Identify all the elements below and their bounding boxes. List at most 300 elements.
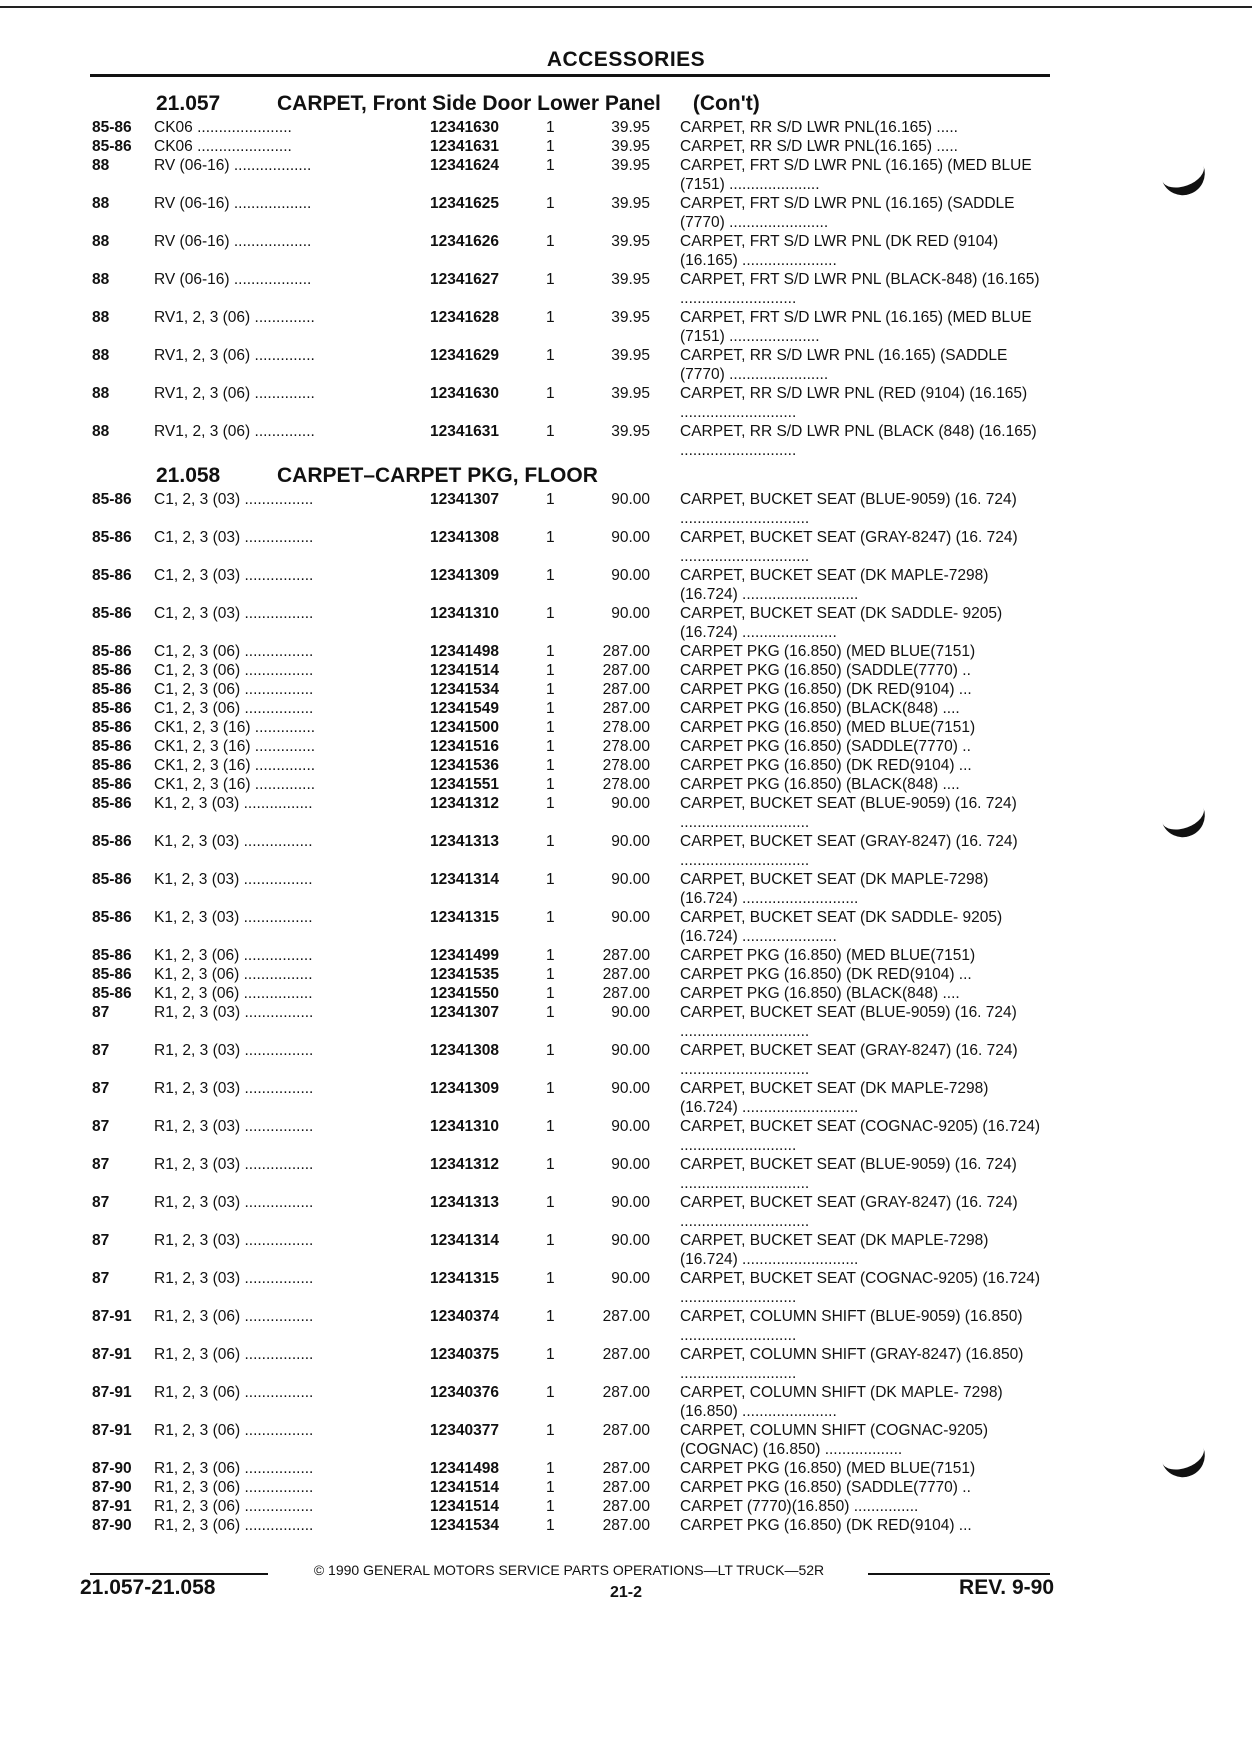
model-code: C1, 2, 3 (06) ................ bbox=[154, 643, 314, 660]
model-years: 85-86 bbox=[92, 491, 132, 508]
price: 90.00 bbox=[611, 1080, 650, 1097]
part-description: CARPET, BUCKET SEAT (BLUE-9059) (16. 724) .............................. bbox=[680, 795, 1017, 831]
part-number: 12341630 bbox=[430, 385, 499, 402]
price: 287.00 bbox=[602, 662, 650, 679]
model-years: 85-86 bbox=[92, 605, 132, 622]
part-description: CARPET PKG (16.850) (SADDLE(7770) .. bbox=[680, 662, 971, 679]
part-number: 12341549 bbox=[430, 700, 499, 717]
model-years: 87-90 bbox=[92, 1479, 132, 1496]
model-years: 87 bbox=[92, 1270, 110, 1287]
model-code: RV1, 2, 3 (06) .............. bbox=[154, 309, 315, 326]
model-code: C1, 2, 3 (03) ................ bbox=[154, 567, 314, 584]
model-code: C1, 2, 3 (03) ................ bbox=[154, 605, 314, 622]
part-number: 12341631 bbox=[430, 138, 499, 155]
part-row bbox=[90, 984, 1050, 1003]
quantity: 1 bbox=[546, 719, 555, 736]
part-number: 12341514 bbox=[430, 1498, 499, 1515]
binder-hole-mark bbox=[1157, 1434, 1211, 1484]
part-number: 12341312 bbox=[430, 1156, 499, 1173]
binder-hole-mark bbox=[1157, 794, 1211, 844]
part-row bbox=[90, 661, 1050, 680]
model-years: 85-86 bbox=[92, 719, 132, 736]
quantity: 1 bbox=[546, 529, 555, 546]
quantity: 1 bbox=[546, 985, 555, 1002]
quantity: 1 bbox=[546, 423, 555, 440]
quantity: 1 bbox=[546, 1232, 555, 1249]
model-years: 88 bbox=[92, 157, 110, 174]
quantity: 1 bbox=[546, 1346, 555, 1363]
model-years: 87-90 bbox=[92, 1517, 132, 1534]
part-description: CARPET, FRT S/D LWR PNL (16.165) (MED BLUE (7151) ..................... bbox=[680, 157, 1032, 193]
part-description: CARPET PKG (16.850) (DK RED(9104) ... bbox=[680, 1517, 972, 1534]
part-number: 12341631 bbox=[430, 423, 499, 440]
model-code: R1, 2, 3 (03) ................ bbox=[154, 1004, 314, 1021]
part-description: CARPET, RR S/D LWR PNL(16.165) ..... bbox=[680, 119, 958, 136]
quantity: 1 bbox=[546, 1479, 555, 1496]
part-description: CARPET, COLUMN SHIFT (COGNAC-9205) (COGNAC) (16.850) .................. bbox=[680, 1422, 989, 1458]
part-row bbox=[90, 232, 1050, 270]
price: 90.00 bbox=[611, 529, 650, 546]
price: 90.00 bbox=[611, 1118, 650, 1135]
quantity: 1 bbox=[546, 681, 555, 698]
price: 90.00 bbox=[611, 833, 650, 850]
part-description: CARPET PKG (16.850) (DK RED(9104) ... bbox=[680, 681, 972, 698]
part-number: 12341499 bbox=[430, 947, 499, 964]
part-description: CARPET, COLUMN SHIFT (GRAY-8247) (16.850) ........................... bbox=[680, 1346, 1024, 1382]
price: 90.00 bbox=[611, 1042, 650, 1059]
price: 278.00 bbox=[602, 757, 650, 774]
model-years: 88 bbox=[92, 309, 110, 326]
part-number: 12341313 bbox=[430, 833, 499, 850]
part-row bbox=[90, 1003, 1050, 1041]
price: 287.00 bbox=[602, 1422, 650, 1439]
model-code: R1, 2, 3 (06) ................ bbox=[154, 1498, 314, 1515]
section-header bbox=[90, 88, 1050, 118]
top-border-line bbox=[0, 6, 1252, 8]
model-years: 85-86 bbox=[92, 567, 132, 584]
quantity: 1 bbox=[546, 1042, 555, 1059]
part-description: CARPET, RR S/D LWR PNL (BLACK (848) (16.165) ........................... bbox=[680, 423, 1037, 459]
part-description: CARPET, RR S/D LWR PNL(16.165) ..... bbox=[680, 138, 958, 155]
part-description: CARPET PKG (16.850) (BLACK(848) .... bbox=[680, 985, 960, 1002]
model-code: CK06 ...................... bbox=[154, 138, 292, 155]
part-description: CARPET, BUCKET SEAT (DK SADDLE- 9205) (16.724) ...................... bbox=[680, 909, 1003, 945]
price: 287.00 bbox=[602, 1384, 650, 1401]
price: 287.00 bbox=[602, 1498, 650, 1515]
quantity: 1 bbox=[546, 662, 555, 679]
part-description: CARPET, FRT S/D LWR PNL (16.165) (SADDLE (7770) ....................... bbox=[680, 195, 1015, 231]
part-row bbox=[90, 794, 1050, 832]
model-years: 87 bbox=[92, 1156, 110, 1173]
price: 39.95 bbox=[611, 157, 650, 174]
part-row bbox=[90, 1307, 1050, 1345]
quantity: 1 bbox=[546, 605, 555, 622]
part-row bbox=[90, 680, 1050, 699]
model-code: R1, 2, 3 (03) ................ bbox=[154, 1194, 314, 1211]
part-number: 12341516 bbox=[430, 738, 499, 755]
model-code: R1, 2, 3 (06) ................ bbox=[154, 1384, 314, 1401]
model-code: C1, 2, 3 (03) ................ bbox=[154, 529, 314, 546]
model-years: 85-86 bbox=[92, 871, 132, 888]
part-number: 12341309 bbox=[430, 1080, 499, 1097]
part-number: 12340375 bbox=[430, 1346, 499, 1363]
part-description: CARPET PKG (16.850) (BLACK(848) .... bbox=[680, 700, 960, 717]
part-row bbox=[90, 1155, 1050, 1193]
section-number: 21.058 bbox=[156, 464, 221, 487]
model-code: RV1, 2, 3 (06) .............. bbox=[154, 385, 315, 402]
model-years: 87 bbox=[92, 1042, 110, 1059]
model-years: 85-86 bbox=[92, 119, 132, 136]
quantity: 1 bbox=[546, 491, 555, 508]
model-code: R1, 2, 3 (03) ................ bbox=[154, 1232, 314, 1249]
model-years: 87 bbox=[92, 1232, 110, 1249]
part-number: 12341629 bbox=[430, 347, 499, 364]
price: 90.00 bbox=[611, 871, 650, 888]
model-code: RV (06-16) .................. bbox=[154, 271, 312, 288]
model-years: 85-86 bbox=[92, 795, 132, 812]
part-row bbox=[90, 1345, 1050, 1383]
quantity: 1 bbox=[546, 966, 555, 983]
price: 90.00 bbox=[611, 1004, 650, 1021]
model-years: 85-86 bbox=[92, 985, 132, 1002]
quantity: 1 bbox=[546, 795, 555, 812]
quantity: 1 bbox=[546, 871, 555, 888]
part-number: 12341307 bbox=[430, 1004, 499, 1021]
part-row bbox=[90, 118, 1050, 137]
part-row bbox=[90, 1459, 1050, 1478]
quantity: 1 bbox=[546, 947, 555, 964]
part-description: CARPET PKG (16.850) (MED BLUE(7151) bbox=[680, 1460, 976, 1477]
price: 39.95 bbox=[611, 233, 650, 250]
model-code: K1, 2, 3 (06) ................ bbox=[154, 947, 313, 964]
part-description: CARPET PKG (16.850) (MED BLUE(7151) bbox=[680, 719, 976, 736]
price: 287.00 bbox=[602, 1479, 650, 1496]
model-years: 88 bbox=[92, 347, 110, 364]
part-row bbox=[90, 1269, 1050, 1307]
price: 287.00 bbox=[602, 1460, 650, 1477]
model-years: 85-86 bbox=[92, 909, 132, 926]
quantity: 1 bbox=[546, 157, 555, 174]
model-years: 87-91 bbox=[92, 1384, 132, 1401]
model-code: K1, 2, 3 (03) ................ bbox=[154, 871, 313, 888]
part-description: CARPET, BUCKET SEAT (GRAY-8247) (16. 724) .............................. bbox=[680, 1194, 1018, 1230]
model-code: RV (06-16) .................. bbox=[154, 233, 312, 250]
part-description: CARPET (7770)(16.850) ............... bbox=[680, 1498, 919, 1515]
model-years: 87 bbox=[92, 1118, 110, 1135]
part-number: 12341514 bbox=[430, 662, 499, 679]
part-description: CARPET, COLUMN SHIFT (DK MAPLE- 7298) (16.850) ...................... bbox=[680, 1384, 1003, 1420]
part-number: 12341314 bbox=[430, 871, 499, 888]
revision-label: REV. 9-90 bbox=[959, 1576, 1054, 1599]
price: 39.95 bbox=[611, 347, 650, 364]
copyright-notice: © 1990 GENERAL MOTORS SERVICE PARTS OPERATIONS—LT TRUCK—52R bbox=[313, 1562, 825, 1578]
price: 39.95 bbox=[611, 119, 650, 136]
model-years: 88 bbox=[92, 271, 110, 288]
price: 90.00 bbox=[611, 909, 650, 926]
part-description: CARPET, BUCKET SEAT (GRAY-8247) (16. 724) .............................. bbox=[680, 1042, 1018, 1078]
price: 90.00 bbox=[611, 491, 650, 508]
part-row bbox=[90, 1079, 1050, 1117]
model-years: 87-90 bbox=[92, 1460, 132, 1477]
price: 287.00 bbox=[602, 966, 650, 983]
model-years: 88 bbox=[92, 233, 110, 250]
model-years: 85-86 bbox=[92, 947, 132, 964]
section-number: 21.057 bbox=[156, 92, 221, 115]
part-number: 12341307 bbox=[430, 491, 499, 508]
price: 39.95 bbox=[611, 195, 650, 212]
model-code: K1, 2, 3 (03) ................ bbox=[154, 833, 313, 850]
part-row bbox=[90, 718, 1050, 737]
quantity: 1 bbox=[546, 1080, 555, 1097]
model-years: 85-86 bbox=[92, 966, 132, 983]
part-number: 12341308 bbox=[430, 1042, 499, 1059]
model-code: C1, 2, 3 (06) ................ bbox=[154, 700, 314, 717]
part-row bbox=[90, 1497, 1050, 1516]
part-number: 12341551 bbox=[430, 776, 499, 793]
model-code: C1, 2, 3 (06) ................ bbox=[154, 681, 314, 698]
part-number: 12341534 bbox=[430, 681, 499, 698]
quantity: 1 bbox=[546, 271, 555, 288]
quantity: 1 bbox=[546, 233, 555, 250]
part-row bbox=[90, 965, 1050, 984]
part-number: 12341625 bbox=[430, 195, 499, 212]
section-title-text: CARPET–CARPET PKG, FLOOR bbox=[277, 464, 598, 487]
model-years: 85-86 bbox=[92, 681, 132, 698]
price: 287.00 bbox=[602, 681, 650, 698]
page-section-range: 21.057-21.058 bbox=[80, 1576, 216, 1599]
part-number: 12341309 bbox=[430, 567, 499, 584]
price: 287.00 bbox=[602, 700, 650, 717]
part-number: 12341534 bbox=[430, 1517, 499, 1534]
part-number: 12341628 bbox=[430, 309, 499, 326]
part-number: 12341626 bbox=[430, 233, 499, 250]
part-number: 12341630 bbox=[430, 119, 499, 136]
model-code: C1, 2, 3 (06) ................ bbox=[154, 662, 314, 679]
part-row bbox=[90, 384, 1050, 422]
part-row bbox=[90, 737, 1050, 756]
part-row bbox=[90, 642, 1050, 661]
part-description: CARPET, BUCKET SEAT (BLUE-9059) (16. 724) .............................. bbox=[680, 491, 1017, 527]
model-code: R1, 2, 3 (06) ................ bbox=[154, 1460, 314, 1477]
part-row bbox=[90, 1421, 1050, 1459]
price: 90.00 bbox=[611, 1194, 650, 1211]
model-years: 87 bbox=[92, 1080, 110, 1097]
model-years: 85-86 bbox=[92, 529, 132, 546]
model-code: CK1, 2, 3 (16) .............. bbox=[154, 738, 316, 755]
model-years: 85-86 bbox=[92, 776, 132, 793]
part-row bbox=[90, 946, 1050, 965]
price: 90.00 bbox=[611, 1232, 650, 1249]
part-row bbox=[90, 1478, 1050, 1497]
part-description: CARPET, RR S/D LWR PNL (RED (9104) (16.165) ........................... bbox=[680, 385, 1028, 421]
page-number: 21-2 bbox=[609, 1584, 643, 1601]
quantity: 1 bbox=[546, 385, 555, 402]
quantity: 1 bbox=[546, 138, 555, 155]
model-code: R1, 2, 3 (03) ................ bbox=[154, 1270, 314, 1287]
part-number: 12341498 bbox=[430, 643, 499, 660]
part-description: CARPET PKG (16.850) (DK RED(9104) ... bbox=[680, 757, 972, 774]
quantity: 1 bbox=[546, 643, 555, 660]
part-row bbox=[90, 422, 1050, 460]
part-row bbox=[90, 1231, 1050, 1269]
model-code: R1, 2, 3 (03) ................ bbox=[154, 1156, 314, 1173]
price: 39.95 bbox=[611, 271, 650, 288]
price: 90.00 bbox=[611, 1270, 650, 1287]
part-number: 12341624 bbox=[430, 157, 499, 174]
quantity: 1 bbox=[546, 567, 555, 584]
part-row bbox=[90, 194, 1050, 232]
model-years: 88 bbox=[92, 195, 110, 212]
part-row bbox=[90, 832, 1050, 870]
part-row bbox=[90, 137, 1050, 156]
part-description: CARPET PKG (16.850) (MED BLUE(7151) bbox=[680, 643, 976, 660]
part-number: 12341627 bbox=[430, 271, 499, 288]
part-description: CARPET, BUCKET SEAT (COGNAC-9205) (16.724) ........................... bbox=[680, 1270, 1041, 1306]
part-number: 12341312 bbox=[430, 795, 499, 812]
part-description: CARPET, BUCKET SEAT (GRAY-8247) (16. 724) .............................. bbox=[680, 529, 1018, 565]
part-description: CARPET PKG (16.850) (SADDLE(7770) .. bbox=[680, 738, 971, 755]
quantity: 1 bbox=[546, 1118, 555, 1135]
part-number: 12340376 bbox=[430, 1384, 499, 1401]
model-code: CK1, 2, 3 (16) .............. bbox=[154, 719, 316, 736]
page-header: ACCESSORIES bbox=[546, 48, 706, 71]
model-code: K1, 2, 3 (06) ................ bbox=[154, 966, 313, 983]
quantity: 1 bbox=[546, 776, 555, 793]
price: 287.00 bbox=[602, 643, 650, 660]
part-row bbox=[90, 1117, 1050, 1155]
quantity: 1 bbox=[546, 1422, 555, 1439]
model-years: 87-91 bbox=[92, 1498, 132, 1515]
quantity: 1 bbox=[546, 1384, 555, 1401]
part-row bbox=[90, 566, 1050, 604]
part-description: CARPET, RR S/D LWR PNL (16.165) (SADDLE (7770) ....................... bbox=[680, 347, 1008, 383]
model-code: R1, 2, 3 (03) ................ bbox=[154, 1118, 314, 1135]
section-header bbox=[90, 460, 1050, 490]
part-number: 12341313 bbox=[430, 1194, 499, 1211]
part-row bbox=[90, 270, 1050, 308]
price: 287.00 bbox=[602, 985, 650, 1002]
part-description: CARPET, BUCKET SEAT (DK SADDLE- 9205) (16.724) ...................... bbox=[680, 605, 1003, 641]
section-title-text: CARPET, Front Side Door Lower Panel bbox=[277, 92, 661, 115]
part-description: CARPET, BUCKET SEAT (BLUE-9059) (16. 724) .............................. bbox=[680, 1156, 1017, 1192]
price: 287.00 bbox=[602, 1346, 650, 1363]
part-description: CARPET, BUCKET SEAT (DK MAPLE-7298) (16.724) ........................... bbox=[680, 567, 989, 603]
quantity: 1 bbox=[546, 1270, 555, 1287]
part-description: CARPET PKG (16.850) (DK RED(9104) ... bbox=[680, 966, 972, 983]
section-title bbox=[277, 464, 598, 488]
quantity: 1 bbox=[546, 119, 555, 136]
quantity: 1 bbox=[546, 1308, 555, 1325]
model-code: K1, 2, 3 (03) ................ bbox=[154, 909, 313, 926]
part-description: CARPET, COLUMN SHIFT (BLUE-9059) (16.850) ........................... bbox=[680, 1308, 1023, 1344]
model-code: RV1, 2, 3 (06) .............. bbox=[154, 423, 315, 440]
model-code: R1, 2, 3 (03) ................ bbox=[154, 1080, 314, 1097]
parts-list bbox=[90, 88, 1050, 1535]
part-description: CARPET, BUCKET SEAT (BLUE-9059) (16. 724) .............................. bbox=[680, 1004, 1017, 1040]
part-description: CARPET, FRT S/D LWR PNL (16.165) (MED BLUE (7151) ..................... bbox=[680, 309, 1032, 345]
model-code: RV (06-16) .................. bbox=[154, 157, 312, 174]
part-row bbox=[90, 1383, 1050, 1421]
model-years: 87-91 bbox=[92, 1308, 132, 1325]
price: 278.00 bbox=[602, 738, 650, 755]
quantity: 1 bbox=[546, 1517, 555, 1534]
part-number: 12341535 bbox=[430, 966, 499, 983]
part-description: CARPET, BUCKET SEAT (GRAY-8247) (16. 724) .............................. bbox=[680, 833, 1018, 869]
part-number: 12341498 bbox=[430, 1460, 499, 1477]
part-number: 12341310 bbox=[430, 1118, 499, 1135]
price: 90.00 bbox=[611, 605, 650, 622]
quantity: 1 bbox=[546, 833, 555, 850]
quantity: 1 bbox=[546, 1498, 555, 1515]
part-number: 12340374 bbox=[430, 1308, 499, 1325]
part-description: CARPET, BUCKET SEAT (COGNAC-9205) (16.724) ........................... bbox=[680, 1118, 1041, 1154]
part-row bbox=[90, 156, 1050, 194]
section-continued-label: (Con't) bbox=[692, 92, 760, 115]
footer-rule-right bbox=[868, 1573, 1050, 1575]
part-row bbox=[90, 490, 1050, 528]
price: 39.95 bbox=[611, 309, 650, 326]
model-code: R1, 2, 3 (06) ................ bbox=[154, 1422, 314, 1439]
model-code: R1, 2, 3 (03) ................ bbox=[154, 1042, 314, 1059]
price: 90.00 bbox=[611, 1156, 650, 1173]
part-description: CARPET, FRT S/D LWR PNL (DK RED (9104) (16.165) ...................... bbox=[680, 233, 999, 269]
model-code: CK1, 2, 3 (16) .............. bbox=[154, 757, 316, 774]
part-description: CARPET, FRT S/D LWR PNL (BLACK-848) (16.165) ........................... bbox=[680, 271, 1040, 307]
quantity: 1 bbox=[546, 195, 555, 212]
quantity: 1 bbox=[546, 700, 555, 717]
model-years: 88 bbox=[92, 423, 110, 440]
quantity: 1 bbox=[546, 1156, 555, 1173]
part-row bbox=[90, 604, 1050, 642]
model-code: RV (06-16) .................. bbox=[154, 195, 312, 212]
price: 287.00 bbox=[602, 947, 650, 964]
model-years: 85-86 bbox=[92, 662, 132, 679]
model-code: R1, 2, 3 (06) ................ bbox=[154, 1479, 314, 1496]
part-number: 12341315 bbox=[430, 909, 499, 926]
quantity: 1 bbox=[546, 909, 555, 926]
model-years: 87 bbox=[92, 1004, 110, 1021]
model-years: 87 bbox=[92, 1194, 110, 1211]
quantity: 1 bbox=[546, 347, 555, 364]
model-code: C1, 2, 3 (03) ................ bbox=[154, 491, 314, 508]
header-rule bbox=[90, 74, 1050, 77]
model-years: 88 bbox=[92, 385, 110, 402]
part-number: 12341310 bbox=[430, 605, 499, 622]
model-code: R1, 2, 3 (06) ................ bbox=[154, 1346, 314, 1363]
part-row bbox=[90, 1041, 1050, 1079]
part-number: 12341314 bbox=[430, 1232, 499, 1249]
model-code: CK1, 2, 3 (16) .............. bbox=[154, 776, 316, 793]
model-years: 85-86 bbox=[92, 738, 132, 755]
part-number: 12341550 bbox=[430, 985, 499, 1002]
part-description: CARPET PKG (16.850) (MED BLUE(7151) bbox=[680, 947, 976, 964]
quantity: 1 bbox=[546, 1460, 555, 1477]
part-description: CARPET, BUCKET SEAT (DK MAPLE-7298) (16.724) ........................... bbox=[680, 1080, 989, 1116]
part-row bbox=[90, 908, 1050, 946]
part-row bbox=[90, 346, 1050, 384]
model-years: 85-86 bbox=[92, 833, 132, 850]
price: 90.00 bbox=[611, 795, 650, 812]
part-row bbox=[90, 528, 1050, 566]
part-row bbox=[90, 775, 1050, 794]
part-row bbox=[90, 699, 1050, 718]
quantity: 1 bbox=[546, 1194, 555, 1211]
quantity: 1 bbox=[546, 1004, 555, 1021]
part-number: 12341308 bbox=[430, 529, 499, 546]
part-row bbox=[90, 1516, 1050, 1535]
part-number: 12340377 bbox=[430, 1422, 499, 1439]
price: 278.00 bbox=[602, 776, 650, 793]
